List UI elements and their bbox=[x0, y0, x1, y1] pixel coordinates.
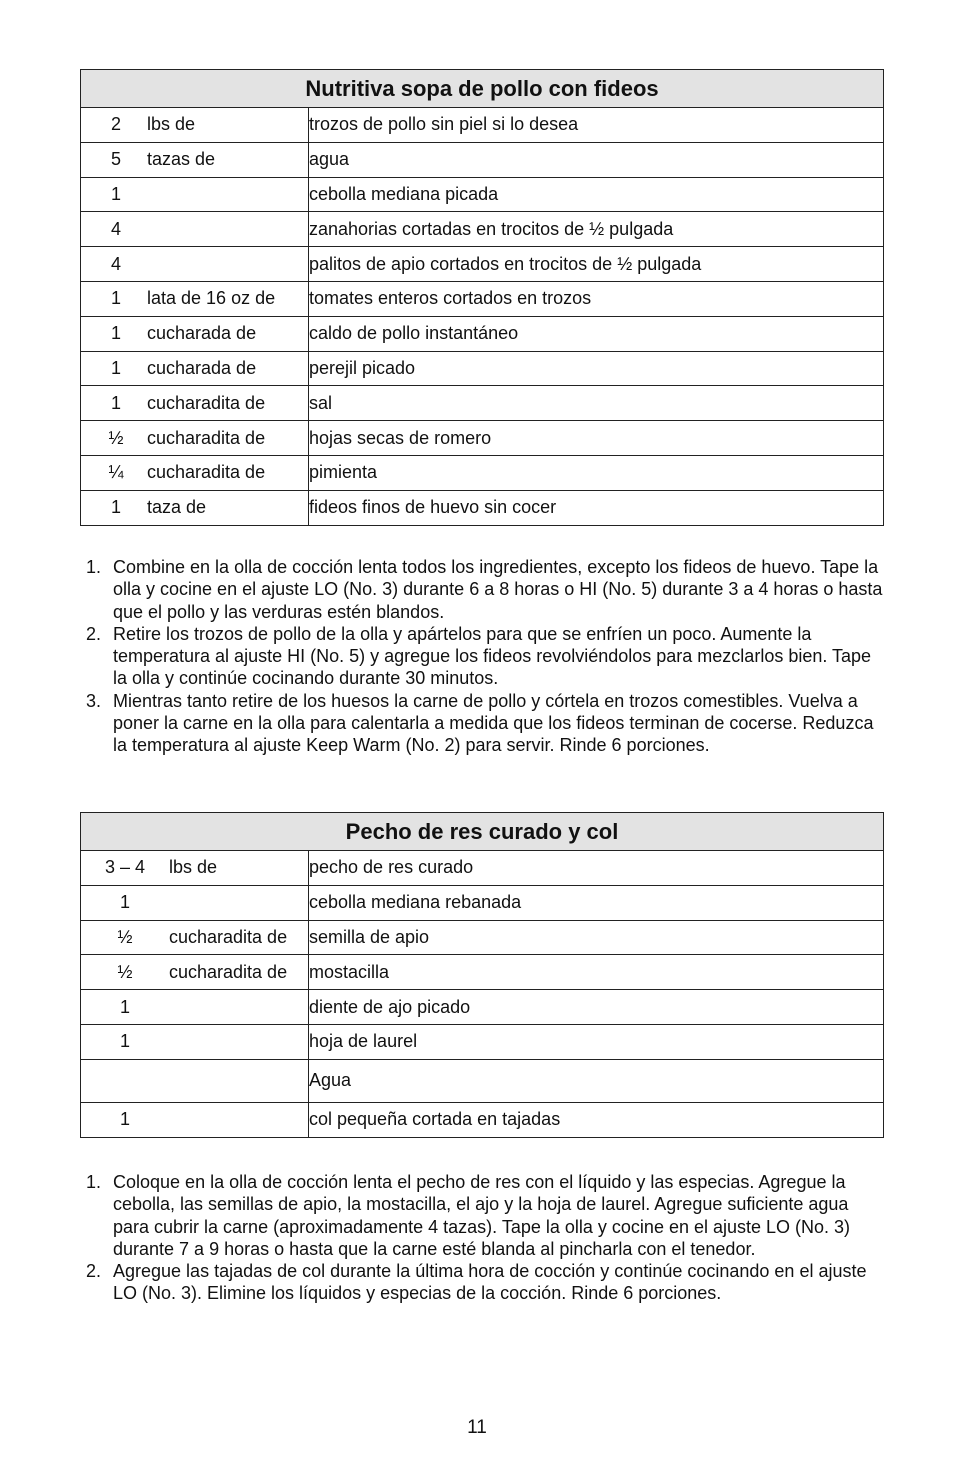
step-number: 2. bbox=[86, 623, 102, 644]
ingredient-item: diente de ajo picado bbox=[309, 990, 884, 1025]
ingredient-item: fideos finos de huevo sin cocer bbox=[309, 490, 884, 525]
ingredient-row bbox=[81, 142, 884, 177]
ingredient-unit: cucharadita de bbox=[147, 392, 266, 413]
ingredient-quantity: ½ bbox=[117, 961, 133, 982]
ingredient-unit: lata de 16 oz de bbox=[147, 288, 276, 309]
ingredient-quantity: 1 bbox=[119, 1109, 130, 1130]
ingredient-row bbox=[81, 351, 884, 386]
ingredient-quantity: 4 bbox=[110, 253, 121, 274]
ingredient-row bbox=[81, 108, 884, 143]
ingredient-quantity: 1 bbox=[119, 996, 130, 1017]
ingredient-unit: cucharadita de bbox=[169, 926, 288, 947]
ingredient-item: pecho de res curado bbox=[309, 851, 884, 886]
ingredient-quantity: 1 bbox=[110, 392, 121, 413]
ingredient-row bbox=[81, 490, 884, 525]
ingredient-row bbox=[81, 955, 884, 990]
recipe1-instructions bbox=[86, 556, 886, 757]
ingredient-row bbox=[81, 421, 884, 456]
ingredient-row bbox=[81, 281, 884, 316]
step-text: Mientras tanto retire de los huesos la carne de pollo y córtela en trozos comestibles. Vuelva a poner la carne en la olla para calentarla a medida que los fideos terminan de cocerse. Reduzca la temperatura al ajuste Keep Warm (No. 2) para servir. Rinde 6 porciones. bbox=[113, 690, 874, 756]
ingredient-row bbox=[81, 386, 884, 421]
ingredient-quantity: 1 bbox=[110, 323, 121, 344]
ingredient-unit: cucharadita de bbox=[147, 427, 266, 448]
ingredient-quantity: 1 bbox=[119, 1031, 130, 1052]
ingredient-unit: cucharadita de bbox=[147, 462, 266, 483]
step-text: Coloque en la olla de cocción lenta el pecho de res con el líquido y las especias. Agregue la cebolla, las semillas de apio, la mostacilla, el ajo y la hoja de laurel. Agregue suficiente agua para cubrir la carne (aproximadamente 4 tazas). Tape la olla y cocine en el ajuste LO (No. 3) durante 7 a 9 horas o hasta que la carne esté blanda al pincharla con el tenedor. bbox=[113, 1172, 851, 1259]
ingredient-quantity: 1 bbox=[110, 183, 121, 204]
recipe2-instructions bbox=[86, 1171, 886, 1305]
step-text: Retire los trozos de pollo de la olla y apártelos para que se enfríen un poco. Aumente la temperatura al ajuste HI (No. 5) y agregue los fideos revolviéndolos para mezclarlos bien. Tape la olla y continúe cocinando durante 30 minutos. bbox=[113, 623, 872, 689]
ingredient-item: hojas secas de romero bbox=[309, 421, 884, 456]
ingredient-row bbox=[81, 316, 884, 351]
ingredient-quantity: 1 bbox=[110, 497, 121, 518]
ingredient-row bbox=[81, 455, 884, 490]
recipe2-ingredients-table bbox=[80, 812, 884, 1138]
ingredient-quantity: ½ bbox=[108, 427, 124, 448]
ingredient-unit: cucharadita de bbox=[169, 961, 288, 982]
ingredient-quantity: 1 bbox=[110, 288, 121, 309]
ingredient-item: hoja de laurel bbox=[309, 1024, 884, 1059]
recipe1-ingredients-table bbox=[80, 69, 884, 526]
ingredient-item: col pequeña cortada en tajadas bbox=[309, 1102, 884, 1137]
ingredient-item: semilla de apio bbox=[309, 920, 884, 955]
instruction-step bbox=[86, 1171, 886, 1260]
ingredient-item: caldo de pollo instantáneo bbox=[309, 316, 884, 351]
ingredient-item: palitos de apio cortados en trocitos de ½ pulgada bbox=[309, 247, 884, 282]
ingredient-quantity: 4 bbox=[110, 218, 121, 239]
ingredient-unit: cucharada de bbox=[147, 357, 257, 378]
ingredient-item: tomates enteros cortados en trozos bbox=[309, 281, 884, 316]
ingredient-row bbox=[81, 885, 884, 920]
recipe2-title: Pecho de res curado y col bbox=[81, 813, 884, 851]
step-text: Agregue las tajadas de col durante la última hora de cocción y continúe cocinando en el ajuste LO (No. 3). Elimine los líquidos y especias de la cocción. Rinde 6 porciones. bbox=[113, 1261, 867, 1304]
ingredient-row bbox=[81, 247, 884, 282]
ingredient-quantity: 2 bbox=[110, 114, 121, 135]
ingredient-quantity: ¼ bbox=[108, 462, 124, 483]
ingredient-item: cebolla mediana rebanada bbox=[309, 885, 884, 920]
ingredient-row bbox=[81, 851, 884, 886]
ingredient-item: zanahorias cortadas en trocitos de ½ pulgada bbox=[309, 212, 884, 247]
ingredient-quantity: ½ bbox=[117, 926, 133, 947]
ingredient-row bbox=[81, 990, 884, 1025]
recipe1-title: Nutritiva sopa de pollo con fideos bbox=[81, 70, 884, 108]
ingredient-item: sal bbox=[309, 386, 884, 421]
step-number: 1. bbox=[86, 1172, 102, 1192]
ingredient-quantity: 1 bbox=[110, 357, 121, 378]
instruction-step bbox=[86, 556, 886, 623]
ingredient-quantity: 3 – 4 bbox=[104, 857, 146, 878]
step-number: 2. bbox=[86, 1261, 102, 1282]
ingredient-item: cebolla mediana picada bbox=[309, 177, 884, 212]
instruction-step bbox=[86, 1260, 886, 1305]
ingredient-row bbox=[81, 920, 884, 955]
ingredient-row bbox=[81, 1024, 884, 1059]
ingredient-item: Agua bbox=[309, 1059, 884, 1102]
page-number: 11 bbox=[467, 1417, 487, 1438]
ingredient-item: pimienta bbox=[309, 455, 884, 490]
ingredient-unit: tazas de bbox=[147, 149, 216, 170]
step-text: Combine en la olla de cocción lenta todos los ingredientes, excepto los fideos de huevo. Tape la olla y cocine en el ajuste LO (No. 3) durante 6 a 8 horas o HI (No. 5) durante 3 a 4 horas o hasta que el pollo y las verduras estén blandos. bbox=[113, 557, 883, 622]
ingredient-row bbox=[81, 1102, 884, 1137]
ingredient-unit: lbs de bbox=[169, 857, 218, 878]
ingredient-unit: taza de bbox=[147, 497, 207, 518]
ingredient-item: mostacilla bbox=[309, 955, 884, 990]
ingredient-quantity: 1 bbox=[119, 892, 130, 913]
ingredient-row bbox=[81, 177, 884, 212]
ingredient-item: agua bbox=[309, 142, 884, 177]
ingredient-item: trozos de pollo sin piel si lo desea bbox=[309, 108, 884, 143]
ingredient-unit: cucharada de bbox=[147, 323, 257, 344]
ingredient-item: perejil picado bbox=[309, 351, 884, 386]
ingredient-unit: lbs de bbox=[147, 114, 196, 135]
step-number: 1. bbox=[86, 557, 102, 577]
ingredient-row bbox=[81, 212, 884, 247]
step-number: 3. bbox=[86, 690, 102, 711]
ingredient-row bbox=[81, 1059, 884, 1102]
ingredient-quantity: 5 bbox=[110, 149, 121, 170]
instruction-step bbox=[86, 623, 886, 690]
instruction-step bbox=[86, 690, 886, 757]
